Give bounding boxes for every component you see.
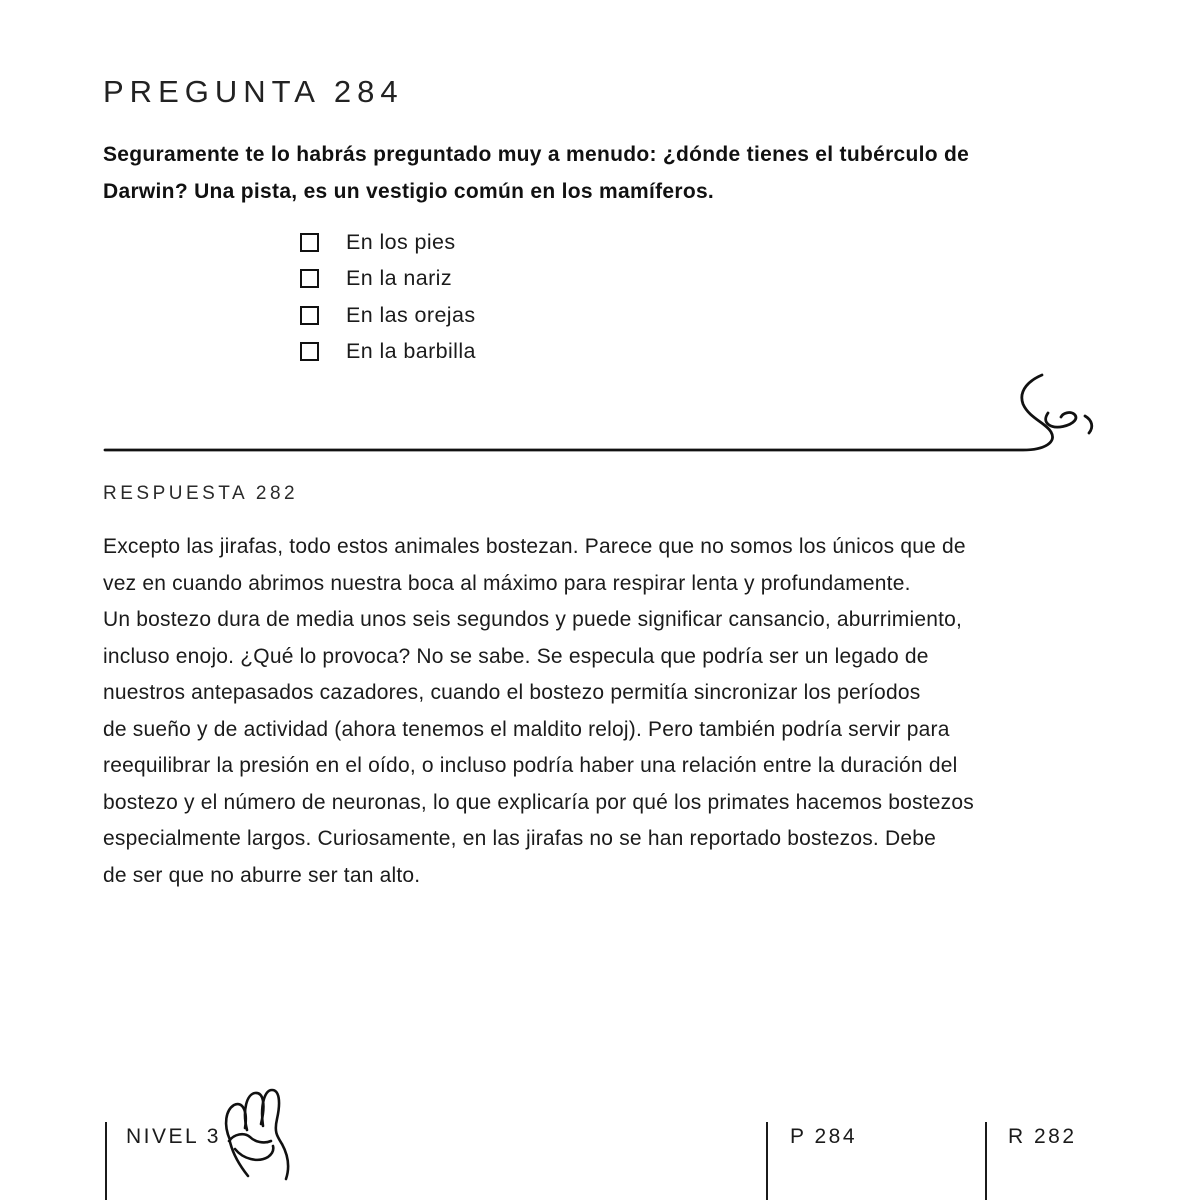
answer-line: Un bostezo dura de media unos seis segundos y puede significar cansancio, aburrimiento,: [103, 608, 963, 631]
answer-line: vez en cuando abrimos nuestra boca al máximo para respirar lenta y profundamente.: [103, 571, 911, 595]
answer-page-label: R 282: [1008, 1125, 1077, 1148]
option-label: En la nariz: [346, 266, 452, 291]
three-fingers-hand-icon: [216, 1086, 308, 1186]
checkbox-icon[interactable]: [300, 342, 319, 361]
answer-line: de sueño y de actividad (ahora tenemos el maldito reloj). Pero también podría servir para: [103, 717, 950, 741]
options-list: [300, 224, 476, 370]
footer-divider: [105, 1122, 107, 1200]
answer-line: Excepto las jirafas, todo estos animales bostezan. Parece que no somos los únicos que de: [103, 535, 966, 558]
question-line: Seguramente te lo habrás preguntado muy a menudo: ¿dónde tienes el tubérculo de: [103, 143, 970, 166]
option-row: [300, 297, 476, 334]
nose-doodle-icon: [101, 371, 1106, 455]
answer-line: incluso enojo. ¿Qué lo provoca? No se sabe. Se especula que podría ser un legado de: [103, 644, 929, 668]
option-label: En las orejas: [346, 302, 476, 327]
question-page-label: P 284: [790, 1125, 857, 1148]
question-title: PREGUNTA 284: [103, 74, 404, 109]
answer-line: reequilibrar la presión en el oído, o incluso podría haber una relación entre la duración del: [103, 754, 958, 777]
answer-heading: RESPUESTA 282: [103, 483, 299, 504]
footer-divider: [985, 1122, 987, 1200]
answer-text: [103, 529, 1103, 894]
option-row: [300, 261, 476, 298]
option-row: [300, 224, 476, 261]
question-text: [103, 136, 1093, 210]
level-label: NIVEL 3: [126, 1125, 221, 1148]
option-label: En los pies: [346, 229, 456, 254]
footer-divider: [766, 1122, 768, 1200]
checkbox-icon[interactable]: [300, 306, 319, 325]
answer-line: bostezo y el número de neuronas, lo que explicaría por qué los primates hacemos bostezos: [103, 790, 974, 814]
option-label: En la barbilla: [346, 339, 476, 364]
checkbox-icon[interactable]: [300, 269, 319, 288]
question-line: Darwin? Una pista, es un vestigio común en los mamíferos.: [103, 180, 715, 203]
answer-line: nuestros antepasados cazadores, cuando el bostezo permitía sincronizar los períodos: [103, 681, 921, 704]
checkbox-icon[interactable]: [300, 233, 319, 252]
answer-line: de ser que no aburre ser tan alto.: [103, 863, 421, 887]
answer-line: especialmente largos. Curiosamente, en las jirafas no se han reportado bostezos. Debe: [103, 827, 936, 850]
option-row: [300, 334, 476, 371]
